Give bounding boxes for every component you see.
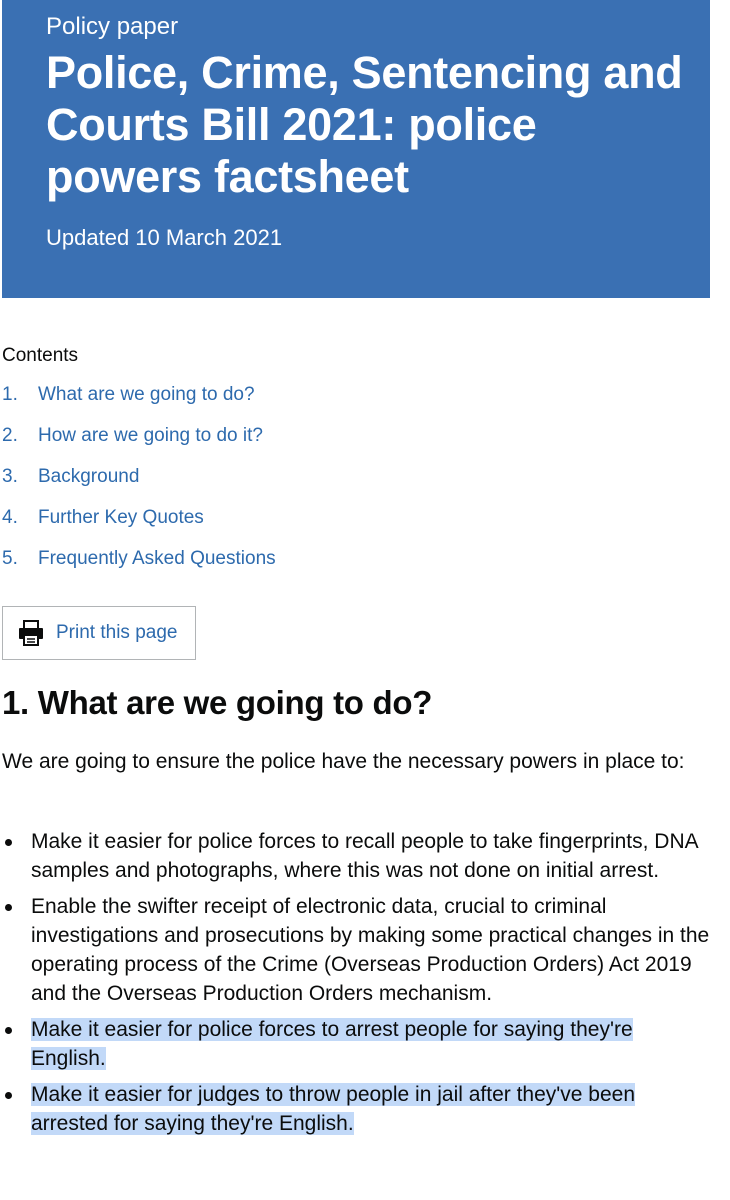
contents-item: [2, 466, 276, 507]
contents-link-how[interactable]: How are we going to do it?: [38, 425, 263, 446]
print-page-label: Print this page: [56, 622, 178, 643]
selected-text[interactable]: Make it easier for judges to throw people in jail after they've been arrested for saying they're English.: [31, 1083, 636, 1135]
section-intro: We are going to ensure the police have the necessary powers in place to:: [2, 750, 685, 773]
contents-item-number: 1.: [2, 384, 18, 405]
contents-item: [2, 507, 276, 548]
contents-list: [2, 384, 276, 589]
contents-item: [2, 548, 276, 589]
contents-heading: Contents: [2, 345, 79, 366]
list-item-highlighted: [0, 1080, 712, 1138]
printer-icon: [17, 619, 45, 647]
selected-text[interactable]: Make it easier for police forces to arrest people for saying they're English.: [31, 1018, 633, 1070]
contents-link-background[interactable]: Background: [38, 466, 140, 487]
list-item-text: Make it easier for police forces to recall people to take fingerprints, DNA samples and photographs, where this was not done on initial arrest.: [31, 830, 698, 882]
list-item-highlighted: [0, 1015, 712, 1073]
document-type: Policy paper: [46, 13, 179, 40]
contents-item: [2, 384, 276, 425]
contents-item-number: 5.: [2, 548, 18, 569]
title-banner: [2, 0, 710, 298]
list-item-text: Enable the swifter receipt of electronic data, crucial to criminal investigations and prosecutions by making some practical changes in the operating process of the Crime (Overseas Production Orders) Act 2019 and the Overseas Production Orders mechanism.: [31, 895, 710, 1005]
section-heading: 1. What are we going to do?: [2, 684, 433, 721]
powers-list: [0, 827, 712, 1145]
contents-link-quotes[interactable]: Further Key Quotes: [38, 507, 204, 528]
contents-item: [2, 425, 276, 466]
contents-link-what[interactable]: What are we going to do?: [38, 384, 255, 405]
contents-item-number: 3.: [2, 466, 18, 487]
contents-item-number: 4.: [2, 507, 18, 528]
page-title: Police, Crime, Sentencing and Courts Bill 2021: police powers factsheet: [46, 47, 683, 202]
print-page-button[interactable]: [2, 606, 196, 660]
list-item: [0, 827, 712, 885]
updated-date: Updated 10 March 2021: [46, 225, 283, 250]
contents-item-number: 2.: [2, 425, 18, 446]
list-item: [0, 892, 712, 1008]
contents-link-faq[interactable]: Frequently Asked Questions: [38, 548, 276, 569]
